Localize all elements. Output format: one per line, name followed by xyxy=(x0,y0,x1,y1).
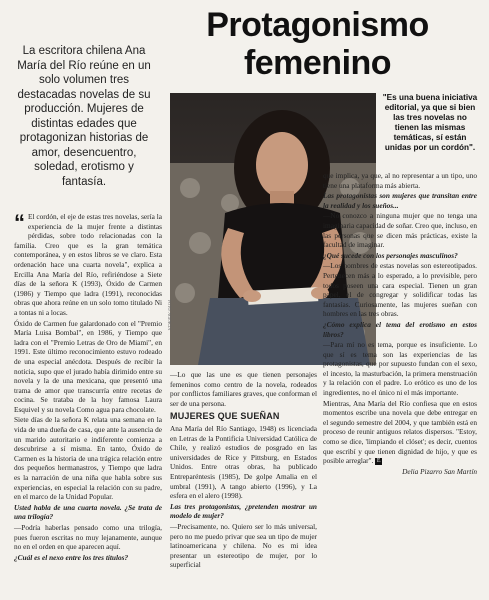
col1-paragraph-1: El cordón, el eje de estas tres novelas, sería la experiencia de la mujer frente a distintas pérdidas, sobre todo relacionadas con la familia. Creo que es la gran temática contemporánea, y en estos libros se ve claro. Esta ordenación hace una cuarta novela", explica a Ercilla Ana María del Río, refiriéndose a Siete días de la señora K (1993), Óxido de Carmen (1986) y Tiempo que ladra (1991), reconocidas obras que ahora reúne en un solo tomo titulado Ni a tontas ni a locas. xyxy=(14,212,162,317)
col3-paragraph-2: —No conozco a ninguna mujer que no tenga una imaginaria capacidad de soñar. Creo que, incluso, en las personas que se dicen más prácticas, existe la facultad de imaginar. xyxy=(323,211,477,250)
column-1 xyxy=(14,212,162,563)
headline: Protagonismo femenino xyxy=(206,6,429,82)
col2-question-1: Las tres protagonistas, ¿pretenden mostrar un modelo de mujer? xyxy=(170,501,317,521)
column-2 xyxy=(170,370,317,571)
photo-credit: FOTO: AGENCIA xyxy=(167,300,172,331)
col3-paragraph-4: —Para mí no es tema, porque es insuficiente. Lo que sí es tema son las experiencias de las protagonistas, que por supuesto fundan con el sexo, el incesto, la masturbación, la primera menstruación y la relación con el padre. Lo erótico es uno de los ingredientes, no el único ni el más importante. xyxy=(323,340,477,398)
col3-question-2: ¿Qué sucede con los personajes masculinos? xyxy=(323,250,458,260)
byline: Delia Pizarro San Martín xyxy=(402,466,477,476)
col2-paragraph-2: Ana María del Río Santiago, 1948) es licenciada en Letras de la Pontificia Universidad Católica de Chile, y realizó estudios de posgrado en las universidades de Rice y Pittsburg, en Estados Unidos. Entre otras obras, ha publicado Entreparéntesis (1985), De golpe Amalia en el umbral (1991), A tango abierto (1996), y La esfera en el alero (1998). xyxy=(170,423,317,501)
col1-paragraph-3: Siete días de la señora K relata una semana en la vida de una dueña de casa, que ante la ausencia de un marido autoritario e indiferente comienza a descubrirse a sí misma. En tanto, Óxido de Carmen es la historia de una trágica relación entre dos pequeños hermanastros, y Tiempo que ladra es la narración de una niña que habla sobre sus experiencias, en especial la relación con su padre, en el marco de la Unidad Popular. xyxy=(14,415,162,502)
col3-paragraph-3: —Los hombres de estas novelas son estereotipados. Pertenecen más a lo esperado, a lo previsible, pero todos poseen una cara especial. Tienen un gran papel, el de congregar y solidificar todas las fantasías. Curiosamente, las mujeres sueñan con hombres en las tres obras. xyxy=(323,261,477,319)
col3-paragraph-5-text: Mientras, Ana María del Río confiesa que en estos momentos escribe una novela que debe entregar en el segundo semestre del 2004, y que también está en proceso de reunir antiguos relatos dispersos. "Estoy, como se dice, 'limpiando el clóset'; es decir, cuentos que escribí y que tienen dignidad de hijo, y que es posible arreglar". xyxy=(323,398,477,466)
col1-paragraph-2: Óxido de Carmen fue galardonado con el "Premio María Luisa Bombal", en 1986, y Tiempo que ladra con el "Premio Letras de Oro de Miami", en 1991. Este último reconocimiento estuvo rodeado de una especial anécdota. Después de recibir la noticia, supo que el jurado había dirimido entre su novela y la de una mexicana, que presentó una trama de amor que transcurría entre recetas de cocina. Se trataba de la hoy famosa Laura Esquivel y su novela Como agua para chocolate. xyxy=(14,318,162,414)
col1-question-2: ¿Cuál es el nexo entre los tres títulos? xyxy=(14,552,129,562)
col2-paragraph-1: —Lo que las une es que tienen personajes femeninos como centro de la novela, rodeados por conflictos familiares graves, que conforman el ser de una persona. xyxy=(170,370,317,408)
col3-question-3: ¿Cómo explica el tema del erotismo en estos libros? xyxy=(323,319,477,339)
end-mark: E xyxy=(376,458,381,465)
col1-paragraph-4: —Podría haberlas pensado como una trilogía, pues fueron escritas no muy lejanamente, aunque no en el orden en que aparecen aquí. xyxy=(14,523,162,552)
col1-question-1: Usted habla de una cuarta novela. ¿Se trata de una trilogía? xyxy=(14,502,162,522)
pull-quote: "Es una buena iniciativa editorial, ya que si bien las tres novelas no tienen las mismas temáticas, sí están unidas por un cordón". xyxy=(382,93,478,152)
lead-paragraph: La escritora chilena Ana María del Río reúne en un solo volumen tres destacadas novelas de su producción. Mujeres de distintas edades que protagonizan historias de amor, desencuentro, soledad, erotismo y fantasía. xyxy=(17,45,151,188)
column-3 xyxy=(323,171,477,477)
col3-question-1: Las protagonistas son mujeres que transitan entre la realidad y los sueños... xyxy=(323,191,477,210)
col2-paragraph-3: —Precisamente, no. Quiero ser lo más universal, pero no me puedo privar que sea un tipo de mujer latinoamericana y chilena. No es mi idea presentar un estereotipo de mujer, por lo superficial xyxy=(170,521,317,570)
col3-paragraph-5 xyxy=(323,399,477,466)
section-subhead: MUJERES QUE SUEÑAN xyxy=(170,411,280,422)
col3-paragraph-1: que implica, ya que, al no representar a un tipo, uno tiene una plataforma más abierta. xyxy=(323,171,477,190)
opening-quote-mark: “ xyxy=(14,210,25,235)
